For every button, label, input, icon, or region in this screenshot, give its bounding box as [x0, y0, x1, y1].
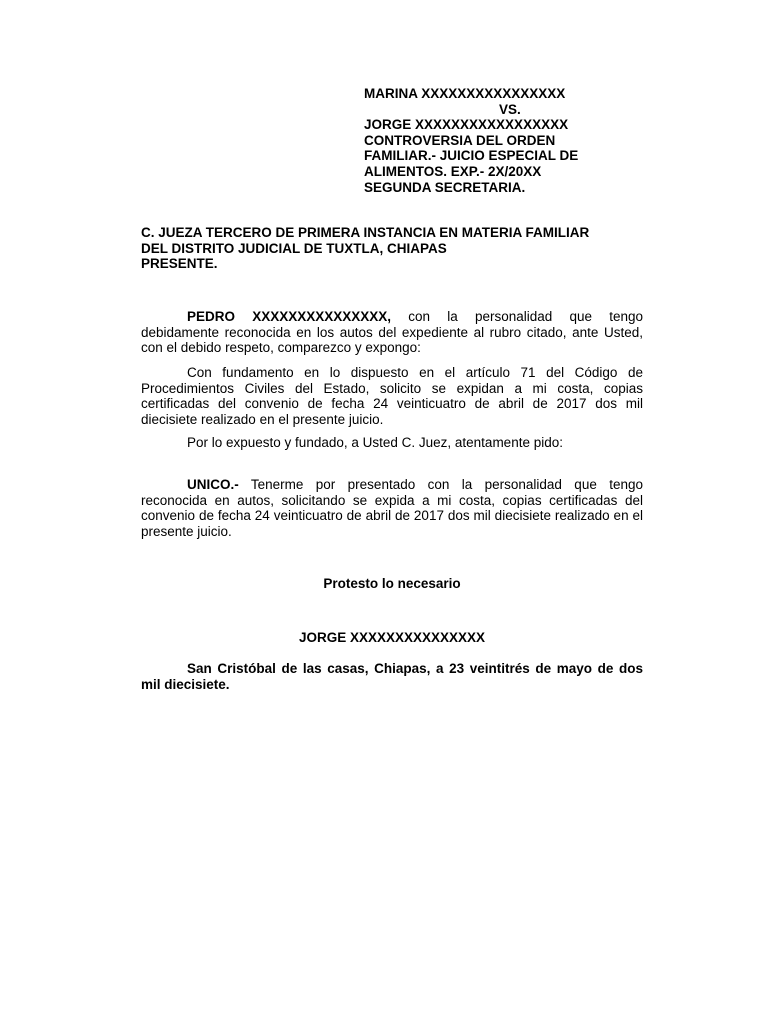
place-and-date	[141, 661, 643, 692]
addressee-line-district: DEL DISTRITO JUDICIAL DE TUXTLA, CHIAPAS	[141, 240, 447, 256]
header-line-defendant: JORGE XXXXXXXXXXXXXXXXX	[364, 117, 569, 133]
paragraph-legal-basis	[141, 365, 643, 427]
place-and-date-text: San Cristóbal de las casas, Chiapas, a 23 veintitrés de mayo de dos mil diecisiete.	[141, 661, 643, 692]
header-line-trial-type: FAMILIAR.- JUICIO ESPECIAL DE	[364, 148, 579, 164]
header-line-vs: VS.	[499, 101, 521, 117]
petitioner-name: PEDRO XXXXXXXXXXXXXXX,	[187, 309, 392, 324]
header-line-plaintiff: MARINA XXXXXXXXXXXXXXXX	[364, 86, 566, 101]
paragraph-appearance-text: con la personalidad que tengo debidamente reconocida en los autos del expediente al rubro citado, ante Usted, con el debido respeto, comparezco y expongo:	[141, 309, 643, 356]
signer-name: JORGE XXXXXXXXXXXXXXX	[298, 630, 486, 645]
header-line-controversy: CONTROVERSIA DEL ORDEN	[364, 132, 556, 148]
addressee-line-judge: C. JUEZA TERCERO DE PRIMERA INSTANCIA EN MATERIA FAMILIAR	[141, 225, 590, 240]
paragraph-request-intro-text: Por lo expuesto y fundado, a Usted C. Juez, atentamente pido:	[187, 435, 563, 450]
case-header	[364, 86, 664, 195]
header-line-secretariat: SEGUNDA SECRETARIA.	[364, 179, 526, 195]
header-line-file-number: ALIMENTOS. EXP.- 2X/20XX	[364, 163, 542, 179]
paragraph-petition	[141, 477, 643, 539]
paragraph-legal-basis-text: Con fundamento en lo dispuesto en el artículo 71 del Código de Procedimientos Civiles del Estado, solicito se expidan a mi costa, copias certificadas del convenio de fecha 24 veinticuatro de abril de 2017 dos mil diecisiete realizado en el presente juicio.	[141, 365, 643, 427]
paragraph-appearance	[141, 309, 643, 356]
paragraph-request-intro	[141, 435, 643, 451]
closing-protest: Protesto lo necesario	[323, 576, 461, 591]
addressee-block	[141, 225, 646, 272]
paragraph-petition-text: Tenerme por presentado con la personalidad que tengo reconocida en autos, solicitando se expida a mi costa, copias certificadas del convenio de fecha 24 veinticuatro de abril de 2017 dos mil diecisiete realizado en el presente juicio.	[141, 477, 643, 539]
petition-label: UNICO.-	[187, 477, 239, 492]
addressee-line-present: PRESENTE.	[141, 256, 218, 272]
